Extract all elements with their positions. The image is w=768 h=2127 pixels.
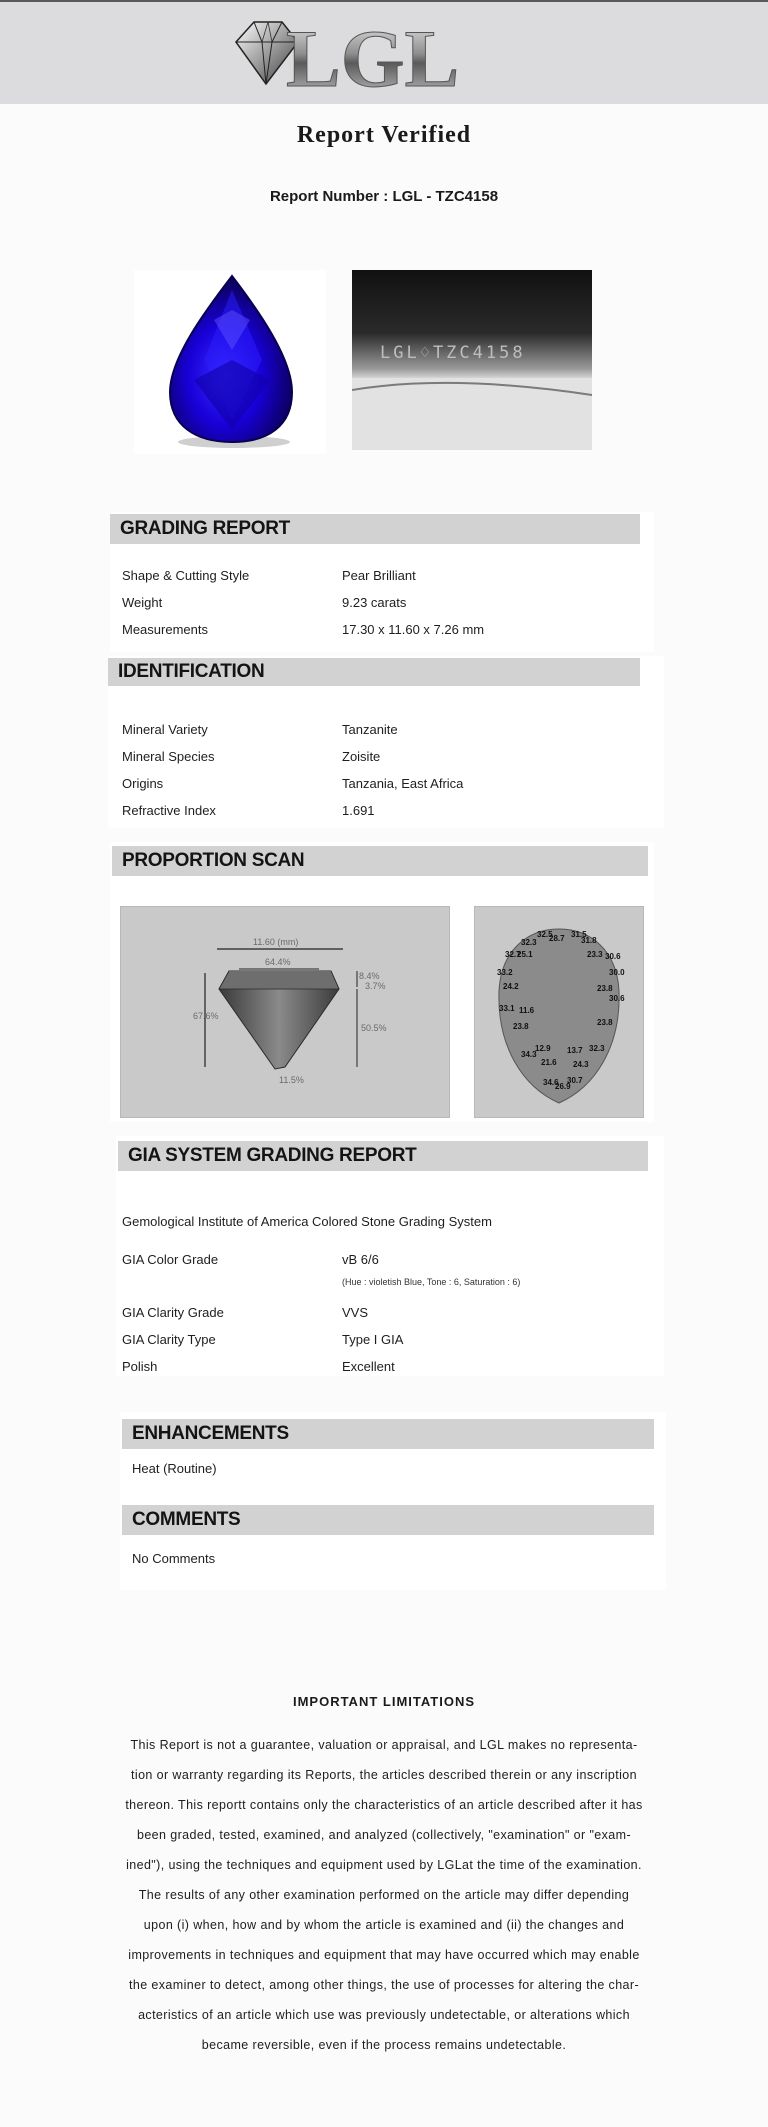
limitation-line: been graded, tested, examined, and analyzed (collectively, "examination" or "exam- [136,1828,632,1842]
crown-height-label: 3.7% [365,981,386,991]
limitation-line: acteristics of an article which use was previously undetectable, or alterations which [138,2008,630,2022]
culet-label: 11.5% [279,1075,304,1085]
limitation-line: tion or warranty regarding its Reports, the articles described therein or any inscription [131,1768,637,1782]
facet-angle-label: 23.8 [513,1022,529,1031]
comments-value: No Comments [132,1551,216,1566]
top-view-scan [474,906,644,1118]
facet-angle-label: 28.7 [549,934,565,943]
limitation-line: The results of any other examination performed on the article may differ depending [138,1888,630,1902]
facet-angle-label: 21.6 [541,1058,557,1067]
limitations-title: IMPORTANT LIMITATIONS [292,1694,476,1709]
limitation-line: thereon. This reportt contains only the characteristics of an article described after it has [125,1798,643,1812]
facet-angle-label: 24.2 [503,982,519,991]
facet-angle-label: 13.7 [567,1046,583,1055]
row-value: Pear Brilliant [342,568,416,583]
facet-angle-label: 23.8 [597,1018,613,1027]
facet-angle-label: 30.7 [567,1076,583,1085]
depth-label: 67.6% [193,1011,219,1021]
lgl-logo[interactable] [232,12,492,98]
facet-angle-label: 31.5 [571,930,587,939]
row-value: Type I GIA [342,1332,404,1347]
site-header [0,2,768,104]
limitation-line: the examiner to detect, among other things, the use of processes for altering the char- [128,1978,640,1992]
limitation-line: This Report is not a guarantee, valuation or appraisal, and LGL makes no representa- [130,1738,638,1752]
grading-heading: GRADING REPORT [110,514,640,544]
gia-subtitle-text: Gemological Institute of America Colored Stone Grading System [122,1214,492,1229]
limitation-line: upon (i) when, how and by whom the article is examined and (ii) the changes and [143,1918,625,1932]
row-label: GIA Clarity Grade [122,1305,224,1320]
row-label: GIA Color Grade [122,1252,219,1267]
row-label: Mineral Species [122,749,215,764]
identification-heading: IDENTIFICATION [108,658,640,686]
facet-angle-label: 32.3 [589,1044,605,1053]
row-value: Tanzania, East Africa [342,776,464,791]
proportion-heading: PROPORTION SCAN [112,846,648,876]
row-value: VVS [342,1305,369,1320]
pavilion-label: 50.5% [361,1023,387,1033]
enhancements-text [132,1461,217,1476]
row-label: Mineral Variety [122,722,208,737]
crown-angle-label: 8.4% [359,971,380,981]
facet-angle-label: 32.7 [505,950,521,959]
limitation-line: became reversible, even if the process remains undetectable. [201,2038,567,2052]
facet-angle-label: 24.3 [573,1060,589,1069]
gemstone-photo [134,270,326,454]
facet-angle-label: 33.1 [499,1004,515,1013]
facet-angle-label: 30.6 [609,994,625,1003]
row-value: Tanzanite [342,722,398,737]
row-value: 17.30 x 11.60 x 7.26 mm [342,622,485,637]
facet-angle-label: 12.9 [535,1044,551,1053]
facet-angle-label: 31.8 [581,936,597,945]
page-title: Report Verified [296,122,472,148]
facet-angle-label: 11.6 [519,1006,535,1015]
row-value: Excellent [342,1359,395,1374]
facet-angle-label: 34.3 [521,1050,537,1059]
row-value: vB 6/6 [342,1252,379,1267]
inscription-text: LGL♢TZC4158 [380,343,526,363]
comments-text [132,1551,215,1566]
table-label: 64.4% [265,957,291,967]
row-label: Polish [122,1359,158,1374]
row-label: Origins [122,776,164,791]
limitation-line: improvements in techniques and equipment that may have occurred which may enable [128,1948,640,1962]
facet-angle-label: 25.1 [517,950,533,959]
row-label: GIA Clarity Type [122,1332,216,1347]
gia-heading: GIA SYSTEM GRADING REPORT [118,1141,648,1171]
row-value: 1.691 [342,803,375,818]
facet-angle-label: 30.0 [609,968,625,977]
facet-angle-label: 23.8 [597,984,613,993]
laser-inscription-photo [352,270,592,450]
row-value: 9.23 carats [342,595,407,610]
gia-color-note [342,1277,520,1287]
row-value: Zoisite [342,749,381,764]
facet-angle-label: 23.3 [587,950,603,959]
facet-angle-label: 30.6 [605,952,621,961]
comments-heading: COMMENTS [122,1505,654,1535]
color-note-text: (Hue : violetish Blue, Tone : 6, Saturation : 6) [342,1277,521,1287]
facet-angle-label: 33.2 [497,968,513,977]
row-label: Weight [122,595,163,610]
limitation-line: ined"), using the techniques and equipment used by LGLat the time of the examination. [126,1858,642,1872]
side-profile-scan [120,906,450,1118]
facet-angle-label: 26.9 [555,1082,571,1091]
row-label: Measurements [122,622,208,637]
facet-angle-label: 32.5 [537,930,553,939]
facet-angle-label: 32.3 [521,938,537,947]
enhancements-heading: ENHANCEMENTS [122,1419,654,1449]
enhancements-value: Heat (Routine) [132,1461,217,1476]
row-label: Refractive Index [122,803,216,818]
row-label: Shape & Cutting Style [122,568,250,583]
logo-text: LGL [286,13,460,98]
width-label: 11.60 (mm) [253,937,299,947]
facet-angle-label: 34.6 [543,1078,559,1087]
report-number: Report Number : LGL - TZC4158 [269,188,499,205]
